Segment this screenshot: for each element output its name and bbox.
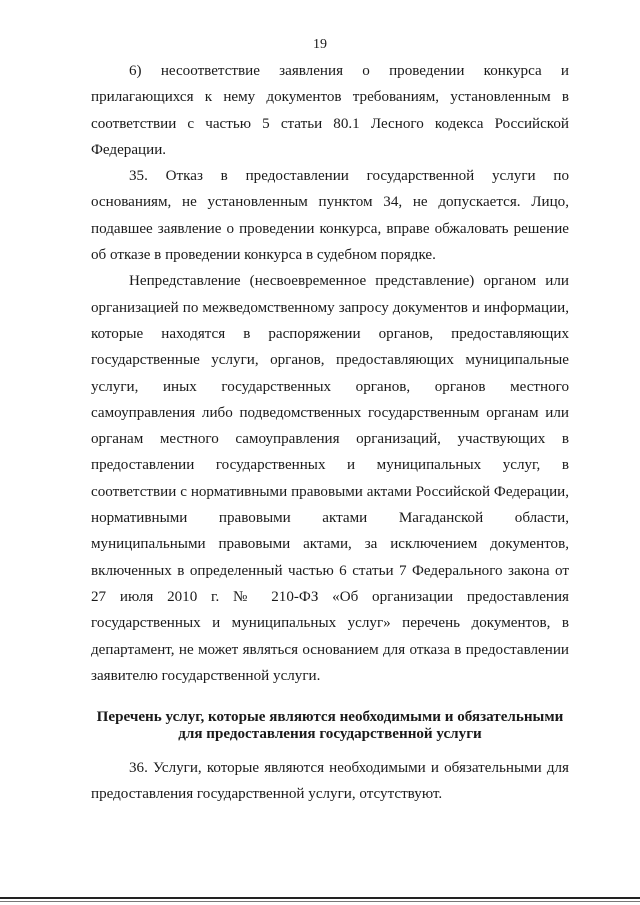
page-number: 19: [313, 37, 327, 52]
section-heading-line-1: Перечень услуг, которые являются необходимыми и обязательными: [96, 709, 564, 726]
document-body: [91, 58, 569, 808]
section-heading: [91, 709, 569, 743]
section-heading-line-2: для предоставления государственной услуги: [178, 726, 482, 743]
bottom-scan-edge: [0, 897, 640, 899]
paragraph-nonsubmission: Непредставление (несвоевременное представление) органом или организацией по межведомственному запросу документов и информации, которые находятся в распоряжении органов, предоставляющих государственные услуги, органов, предоставляющих муниципальные услуги, иных государственных органов, органов местного самоуправления либо подведомственных государственным органам или органам местного самоуправления организаций, участвующих в предоставлении государственных и муниципальных услуг, в соответствии с нормативными правовыми актами Российской Федерации, нормативными правовыми актами Магаданской области, муниципальными правовыми актами, за исключением документов, включенных в определенный частью 6 статьи 7 Федерального закона от 27 июля 2010 г. № 210-ФЗ «Об организации предоставления государственных и муниципальных услуг» перечень документов, в департамент, не может являться основанием для отказа в предоставлении заявителю государственной услуги.: [91, 273, 569, 684]
paragraph-item-6: 6) несоответствие заявления о проведении конкурса и прилагающихся к нему документов требованиям, установленным в соответствии с частью 5 статьи 80.1 Лесного кодекса Российской Федерации.: [91, 63, 569, 158]
bottom-scan-edge-thin: [0, 901, 640, 902]
paragraph-35: 35. Отказ в предоставлении государственной услуги по основаниям, не установленным пунктом 34, не допускается. Лицо, подавшее заявление о проведении конкурса, вправе обжаловать решение об отказе в проведении конкурса в судебном порядке.: [91, 168, 569, 264]
paragraph-36: 36. Услуги, которые являются необходимыми и обязательными для предоставления государственной услуги, отсутствуют.: [91, 760, 569, 803]
